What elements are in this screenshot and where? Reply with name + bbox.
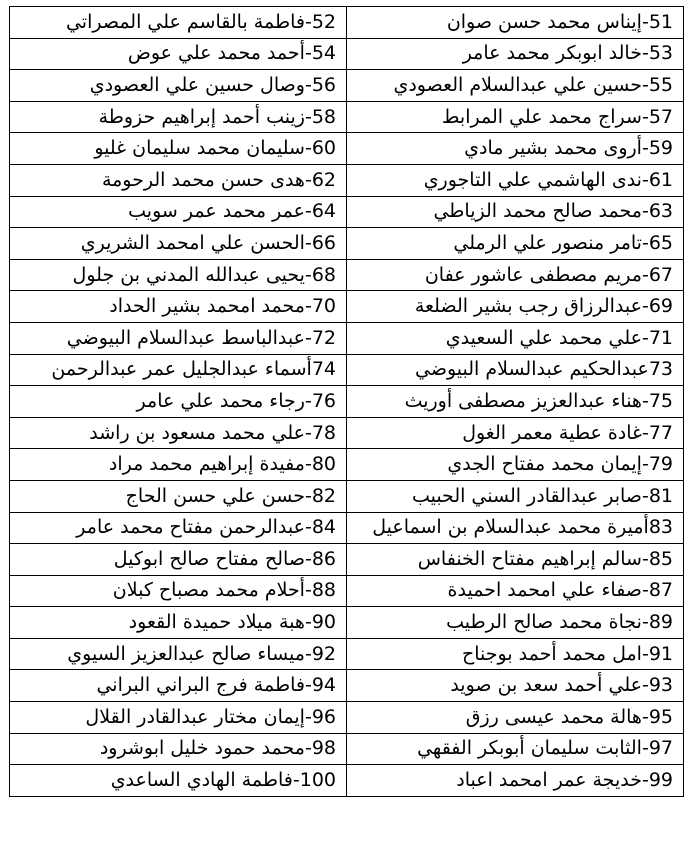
name-cell-right: 51-إيناس محمد حسن صوان [347,7,684,39]
roster-table-body [10,7,684,797]
name-cell-right: 73عبدالحكيم عبدالسلام البيوضي [347,354,684,386]
name-cell-right: 69-عبدالرزاق رجب بشير الضلعة [347,291,684,323]
name-roster-document [9,6,683,797]
name-cell-left: 60-سليمان محمد سليمان غليو [10,133,347,165]
table-row [10,291,684,323]
name-cell-left: 70-محمد امحمد بشير الحداد [10,291,347,323]
name-cell-left: 78-علي محمد مسعود بن راشد [10,417,347,449]
name-cell-left: 52-فاطمة بالقاسم علي المصراتي [10,7,347,39]
name-cell-right: 79-إيمان محمد مفتاح الجدي [347,449,684,481]
table-row [10,7,684,39]
name-cell-left: 80-مفيدة إبراهيم محمد مراد [10,449,347,481]
name-cell-right: 67-مريم مصطفى عاشور عفان [347,259,684,291]
table-row [10,164,684,196]
name-cell-right: 93-علي أحمد سعد بن صويد [347,670,684,702]
table-row [10,512,684,544]
table-row [10,702,684,734]
name-cell-right: 57-سراج محمد علي المرابط [347,101,684,133]
name-cell-left: 66-الحسن علي امحمد الشريري [10,228,347,260]
name-cell-left: 68-يحيى عبدالله المدني بن جلول [10,259,347,291]
table-row [10,259,684,291]
name-cell-right: 75-هناء عبدالعزيز مصطفى أوريث [347,386,684,418]
table-row [10,322,684,354]
name-cell-right: 59-أروى محمد بشير مادي [347,133,684,165]
name-cell-right: 71-علي محمد علي السعيدي [347,322,684,354]
name-cell-right: 99-خديجة عمر امحمد اعباد [347,765,684,797]
name-cell-left: 76-رجاء محمد علي عامر [10,386,347,418]
name-cell-left: 96-إيمان مختار عبدالقادر القلال [10,702,347,734]
name-cell-left: 74أسماء عبدالجليل عمر عبدالرحمن [10,354,347,386]
name-cell-left: 62-هدى حسن محمد الرحومة [10,164,347,196]
table-row [10,354,684,386]
table-row [10,765,684,797]
name-cell-left: 100-فاطمة الهادي الساعدي [10,765,347,797]
table-row [10,638,684,670]
name-cell-right: 91-امل محمد أحمد بوجناح [347,638,684,670]
name-cell-left: 92-ميساء صالح عبدالعزيز السيوي [10,638,347,670]
table-row [10,133,684,165]
name-cell-right: 85-سالم إبراهيم مفتاح الخنفاس [347,544,684,576]
table-row [10,449,684,481]
name-cell-right: 77-غادة عطية معمر الغول [347,417,684,449]
name-cell-left: 56-وصال حسين علي العصودي [10,70,347,102]
table-row [10,607,684,639]
name-cell-left: 86-صالح مفتاح صالح ابوكيل [10,544,347,576]
name-cell-right: 61-ندى الهاشمي علي التاجوري [347,164,684,196]
table-row [10,575,684,607]
name-cell-right: 83أميرة محمد عبدالسلام بن اسماعيل [347,512,684,544]
name-cell-left: 94-فاطمة فرج البراني البراني [10,670,347,702]
name-cell-right: 81-صابر عبدالقادر السني الحبيب [347,480,684,512]
name-cell-left: 90-هبة ميلاد حميدة القعود [10,607,347,639]
name-cell-left: 72-عبدالباسط عبدالسلام البيوضي [10,322,347,354]
name-roster-table [9,6,684,797]
name-cell-right: 89-نجاة محمد صالح الرطيب [347,607,684,639]
name-cell-left: 64-عمر محمد عمر سويب [10,196,347,228]
table-row [10,670,684,702]
name-cell-right: 63-محمد صالح محمد الزياطي [347,196,684,228]
name-cell-left: 58-زينب أحمد إبراهيم حزوطة [10,101,347,133]
name-cell-left: 98-محمد حمود خليل ابوشرود [10,733,347,765]
table-row [10,101,684,133]
name-cell-right: 53-خالد ابوبكر محمد عامر [347,38,684,70]
table-row [10,386,684,418]
table-row [10,70,684,102]
table-row [10,544,684,576]
table-row [10,228,684,260]
name-cell-right: 55-حسين علي عبدالسلام العصودي [347,70,684,102]
name-cell-left: 84-عبدالرحمن مفتاح محمد عامر [10,512,347,544]
name-cell-left: 54-أحمد محمد علي عوض [10,38,347,70]
name-cell-right: 65-تامر منصور علي الرملي [347,228,684,260]
table-row [10,196,684,228]
name-cell-right: 95-هالة محمد عيسى رزق [347,702,684,734]
name-cell-left: 82-حسن علي حسن الحاج [10,480,347,512]
table-row [10,480,684,512]
name-cell-right: 97-الثابت سليمان أبوبكر الفقهي [347,733,684,765]
name-cell-left: 88-أحلام محمد مصباح كبلان [10,575,347,607]
table-row [10,733,684,765]
table-row [10,417,684,449]
name-cell-right: 87-صفاء علي امحمد احميدة [347,575,684,607]
table-row [10,38,684,70]
